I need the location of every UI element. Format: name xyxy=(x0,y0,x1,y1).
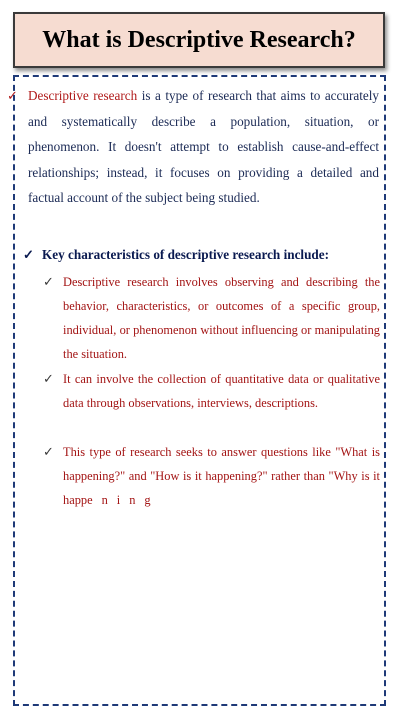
intro-term: Descriptive research xyxy=(28,88,138,103)
list-item xyxy=(43,367,380,415)
checkmark-icon: ✓ xyxy=(43,371,54,386)
checkmark-icon: ✓ xyxy=(23,247,34,262)
intro-text: is a type of research that aims to accurately and systematically describe a population, situation, or phenomenon. It doesn't attempt to establish cause-and-effect relationships; instead, it focuses on providing a detailed and factual account of the subject being studied. xyxy=(28,88,379,205)
page-title: What is Descriptive Research? xyxy=(42,26,356,53)
list-item-text: This type of research seeks to answer questions like "What is happening?" and "How is it happening?" rather than "Why is it happ xyxy=(63,445,380,507)
list-item xyxy=(43,440,380,512)
intro-paragraph xyxy=(7,83,379,211)
checkmark-icon: ✓ xyxy=(43,444,54,459)
partial-word: ening xyxy=(87,493,160,507)
list-item-text: It can involve the collection of quantitative data or qualitative data through observations, interviews, descriptions. xyxy=(63,372,380,410)
characteristics-heading-text: Key characteristics of descriptive research include: xyxy=(42,247,329,262)
list-item-text: Descriptive research involves observing and describing the behavior, characteristics, or outcomes of a specific group, individual, or phenomenon without influencing or manipulating the situation. xyxy=(63,275,380,361)
title-banner xyxy=(13,12,385,68)
list-item xyxy=(43,270,380,366)
checkmark-icon: ✓ xyxy=(43,274,54,289)
characteristics-heading xyxy=(23,242,382,268)
checkmark-icon: ✓ xyxy=(7,88,18,103)
